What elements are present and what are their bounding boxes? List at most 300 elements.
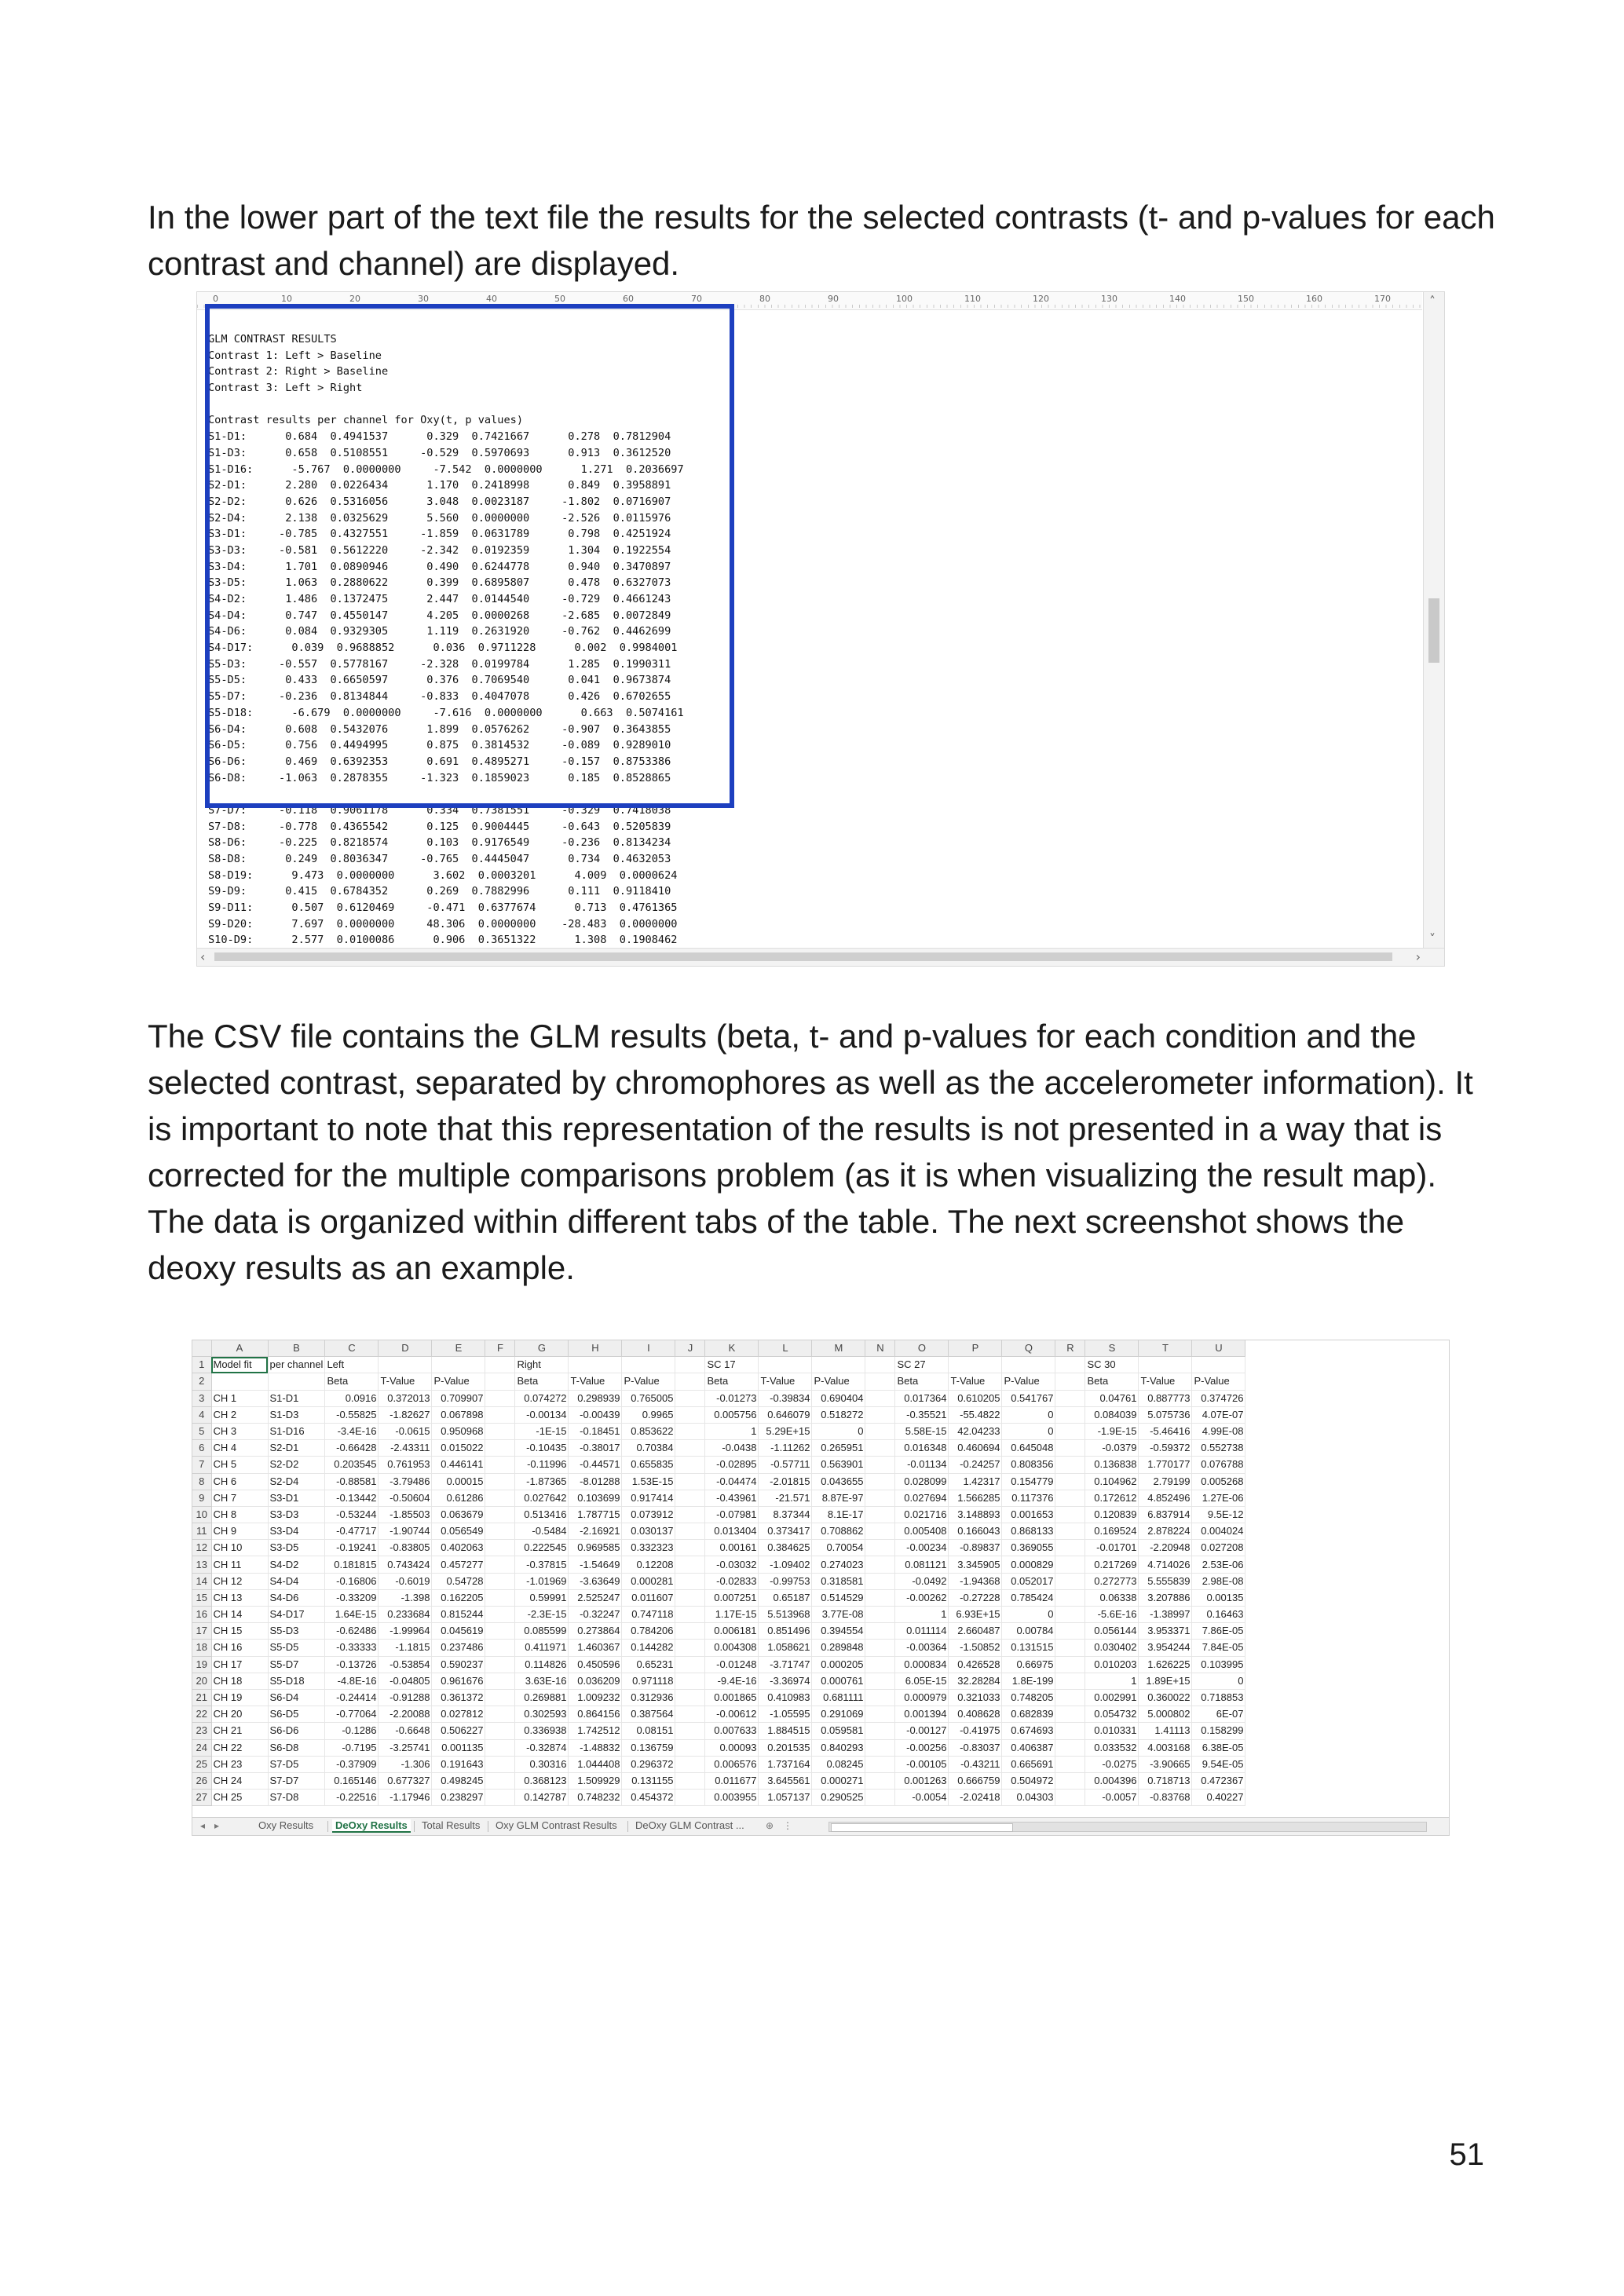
table-cell[interactable]: P-Value	[622, 1373, 675, 1390]
table-cell[interactable]: 0.08245	[812, 1756, 865, 1772]
table-cell[interactable]	[1055, 1406, 1085, 1423]
table-cell[interactable]: 0.004308	[705, 1640, 759, 1656]
table-cell[interactable]: 1.058621	[759, 1640, 812, 1656]
table-cell[interactable]: S4-D6	[268, 1589, 325, 1606]
table-cell[interactable]: 0.302593	[515, 1706, 569, 1723]
table-cell[interactable]: 0.411971	[515, 1640, 569, 1656]
table-cell[interactable]: -0.24257	[949, 1457, 1002, 1473]
table-cell[interactable]: 0.384625	[759, 1540, 812, 1556]
table-cell[interactable]: 0.16463	[1192, 1607, 1245, 1623]
table-cell[interactable]: 0.9965	[622, 1406, 675, 1423]
table-cell[interactable]: CH 23	[211, 1756, 268, 1772]
table-cell[interactable]	[675, 1540, 705, 1556]
table-cell[interactable]	[865, 1490, 895, 1506]
table-cell[interactable]: 8.37344	[759, 1506, 812, 1523]
table-cell[interactable]: 0.784206	[622, 1623, 675, 1640]
table-cell[interactable]	[865, 1706, 895, 1723]
table-cell[interactable]: 0.013404	[705, 1523, 759, 1540]
table-cell[interactable]: 0.273864	[569, 1623, 622, 1640]
table-cell[interactable]: 7.84E-05	[1192, 1640, 1245, 1656]
table-cell[interactable]	[1055, 1706, 1085, 1723]
table-cell[interactable]	[485, 1490, 515, 1506]
table-cell[interactable]: CH 21	[211, 1723, 268, 1739]
table-cell[interactable]: 0.868133	[1002, 1523, 1055, 1540]
table-cell[interactable]: 6.05E-15	[895, 1673, 949, 1689]
table-cell[interactable]	[485, 1706, 515, 1723]
table-cell[interactable]: 2.53E-06	[1192, 1556, 1245, 1573]
table-cell[interactable]: 0.563901	[812, 1457, 865, 1473]
table-cell[interactable]: -0.6648	[379, 1723, 432, 1739]
table-cell[interactable]: 0.917414	[622, 1490, 675, 1506]
table-cell[interactable]: -0.00364	[895, 1640, 949, 1656]
table-cell[interactable]: 0.142787	[515, 1790, 569, 1806]
table-cell[interactable]: 0.690404	[812, 1390, 865, 1406]
table-cell[interactable]: 4.714026	[1139, 1556, 1192, 1573]
table-cell[interactable]: 0.718713	[1139, 1772, 1192, 1789]
table-cell[interactable]: 0.360022	[1139, 1689, 1192, 1706]
row-header[interactable]: 15	[192, 1589, 211, 1606]
table-cell[interactable]: 0.961676	[432, 1673, 485, 1689]
table-cell[interactable]: CH 10	[211, 1540, 268, 1556]
table-cell[interactable]	[865, 1623, 895, 1640]
table-cell[interactable]: 0.00015	[432, 1473, 485, 1490]
table-cell[interactable]	[865, 1723, 895, 1739]
table-cell[interactable]: 3.148893	[949, 1506, 1002, 1523]
table-cell[interactable]: P-Value	[1002, 1373, 1055, 1390]
table-cell[interactable]: -1.306	[379, 1756, 432, 1772]
table-cell[interactable]	[675, 1357, 705, 1373]
add-sheet-icon[interactable]: ⊕	[766, 1820, 774, 1831]
table-cell[interactable]: 0.460694	[949, 1440, 1002, 1457]
table-cell[interactable]: SC 27	[895, 1357, 949, 1373]
row-header[interactable]: 7	[192, 1457, 211, 1473]
table-cell[interactable]: S3-D4	[268, 1523, 325, 1540]
table-cell[interactable]: 1.626225	[1139, 1656, 1192, 1673]
table-cell[interactable]: -0.32247	[569, 1607, 622, 1623]
scroll-up-icon[interactable]: ˄	[1429, 294, 1436, 309]
table-cell[interactable]: -2.3E-15	[515, 1607, 569, 1623]
table-cell[interactable]	[432, 1357, 485, 1373]
table-cell[interactable]: 0.217269	[1085, 1556, 1139, 1573]
table-cell[interactable]: 0.610205	[949, 1390, 1002, 1406]
table-cell[interactable]: S3-D1	[268, 1490, 325, 1506]
table-cell[interactable]: 0.840293	[812, 1739, 865, 1756]
table-cell[interactable]	[1055, 1772, 1085, 1789]
table-cell[interactable]: CH 1	[211, 1390, 268, 1406]
table-cell[interactable]: -0.57711	[759, 1457, 812, 1473]
table-cell[interactable]: P-Value	[1192, 1373, 1245, 1390]
table-cell[interactable]: -0.91288	[379, 1689, 432, 1706]
table-cell[interactable]: 0.154779	[1002, 1473, 1055, 1490]
table-cell[interactable]: 0.165146	[325, 1772, 379, 1789]
table-cell[interactable]: -0.18451	[569, 1423, 622, 1439]
table-cell[interactable]: Beta	[1085, 1373, 1139, 1390]
table-cell[interactable]	[1055, 1523, 1085, 1540]
table-cell[interactable]: S4-D4	[268, 1573, 325, 1589]
table-cell[interactable]: 6E-07	[1192, 1706, 1245, 1723]
table-cell[interactable]: -0.43961	[705, 1490, 759, 1506]
table-cell[interactable]: 8.1E-17	[812, 1506, 865, 1523]
table-cell[interactable]: CH 22	[211, 1739, 268, 1756]
table-cell[interactable]	[485, 1423, 515, 1439]
table-cell[interactable]	[675, 1423, 705, 1439]
table-cell[interactable]	[622, 1357, 675, 1373]
table-cell[interactable]	[865, 1656, 895, 1673]
table-cell[interactable]: 0.851496	[759, 1623, 812, 1640]
vertical-scrollbar[interactable]	[1423, 292, 1444, 948]
table-cell[interactable]: 0.681111	[812, 1689, 865, 1706]
table-cell[interactable]	[1055, 1506, 1085, 1523]
sheet-tab[interactable]: DeOxy Results	[332, 1819, 411, 1833]
table-cell[interactable]: 0.498245	[432, 1772, 485, 1789]
table-cell[interactable]: 2.98E-08	[1192, 1573, 1245, 1589]
table-cell[interactable]: -0.10435	[515, 1440, 569, 1457]
table-cell[interactable]: 0.015022	[432, 1440, 485, 1457]
table-cell[interactable]: -1.82627	[379, 1406, 432, 1423]
table-cell[interactable]	[865, 1523, 895, 1540]
table-cell[interactable]: -2.02418	[949, 1790, 1002, 1806]
row-header[interactable]: 16	[192, 1607, 211, 1623]
table-cell[interactable]: Beta	[895, 1373, 949, 1390]
table-cell[interactable]: S3-D5	[268, 1540, 325, 1556]
table-cell[interactable]: -2.16921	[569, 1523, 622, 1540]
row-header[interactable]: 24	[192, 1739, 211, 1756]
table-cell[interactable]: CH 19	[211, 1689, 268, 1706]
table-cell[interactable]: 0.06338	[1085, 1589, 1139, 1606]
table-cell[interactable]: CH 18	[211, 1673, 268, 1689]
table-cell[interactable]: 0.000761	[812, 1673, 865, 1689]
table-cell[interactable]: P-Value	[432, 1373, 485, 1390]
table-cell[interactable]: 0.54728	[432, 1573, 485, 1589]
column-header[interactable]: I	[622, 1340, 675, 1357]
table-cell[interactable]: -0.00256	[895, 1739, 949, 1756]
table-cell[interactable]: 1.884515	[759, 1723, 812, 1739]
table-cell[interactable]: CH 7	[211, 1490, 268, 1506]
table-cell[interactable]: -0.00105	[895, 1756, 949, 1772]
table-cell[interactable]	[1055, 1373, 1085, 1390]
table-cell[interactable]: 0.036209	[569, 1673, 622, 1689]
table-cell[interactable]: -0.03032	[705, 1556, 759, 1573]
table-cell[interactable]: -0.33333	[325, 1640, 379, 1656]
table-cell[interactable]: 1.770177	[1139, 1457, 1192, 1473]
table-cell[interactable]	[1055, 1540, 1085, 1556]
row-header[interactable]: 13	[192, 1556, 211, 1573]
table-cell[interactable]	[675, 1573, 705, 1589]
table-cell[interactable]	[865, 1540, 895, 1556]
table-cell[interactable]: 0.406387	[1002, 1739, 1055, 1756]
table-cell[interactable]: -0.00262	[895, 1589, 949, 1606]
table-cell[interactable]	[865, 1556, 895, 1573]
table-cell[interactable]: 0.70384	[622, 1440, 675, 1457]
table-cell[interactable]: -0.33209	[325, 1589, 379, 1606]
table-cell[interactable]: 0.136759	[622, 1739, 675, 1756]
table-cell[interactable]: -0.37815	[515, 1556, 569, 1573]
table-cell[interactable]	[1055, 1790, 1085, 1806]
table-cell[interactable]	[675, 1656, 705, 1673]
table-cell[interactable]	[675, 1623, 705, 1640]
table-cell[interactable]	[865, 1390, 895, 1406]
table-cell[interactable]: CH 8	[211, 1506, 268, 1523]
table-cell[interactable]	[485, 1406, 515, 1423]
table-cell[interactable]	[675, 1556, 705, 1573]
table-cell[interactable]: 0.237486	[432, 1640, 485, 1656]
table-cell[interactable]: -0.35521	[895, 1406, 949, 1423]
table-cell[interactable]	[1055, 1756, 1085, 1772]
table-cell[interactable]: -2.20948	[1139, 1540, 1192, 1556]
horizontal-scrollbar[interactable]	[197, 948, 1444, 966]
table-cell[interactable]: -0.00134	[515, 1406, 569, 1423]
table-cell[interactable]: -0.01701	[1085, 1540, 1139, 1556]
table-cell[interactable]: 0.067898	[432, 1406, 485, 1423]
table-cell[interactable]	[485, 1689, 515, 1706]
column-header[interactable]: A	[211, 1340, 268, 1357]
table-cell[interactable]	[865, 1373, 895, 1390]
table-cell[interactable]: 3.63E-16	[515, 1673, 569, 1689]
table-cell[interactable]: T-Value	[949, 1373, 1002, 1390]
table-cell[interactable]: 0.003955	[705, 1790, 759, 1806]
table-cell[interactable]: 3.954244	[1139, 1640, 1192, 1656]
table-cell[interactable]: -1.90744	[379, 1523, 432, 1540]
table-cell[interactable]	[485, 1506, 515, 1523]
table-cell[interactable]	[485, 1373, 515, 1390]
table-cell[interactable]: 3.953371	[1139, 1623, 1192, 1640]
table-cell[interactable]: -1.398	[379, 1589, 432, 1606]
scroll-left-icon[interactable]: ‹	[200, 949, 206, 964]
table-cell[interactable]: 0.201535	[759, 1739, 812, 1756]
table-cell[interactable]	[675, 1457, 705, 1473]
sheet-tab[interactable]: DeOxy GLM Contrast ...	[635, 1819, 744, 1831]
table-cell[interactable]: 0.645048	[1002, 1440, 1055, 1457]
table-cell[interactable]: -1E-15	[515, 1423, 569, 1439]
table-cell[interactable]: SC 30	[1085, 1357, 1139, 1373]
table-cell[interactable]: Right	[515, 1357, 569, 1373]
table-cell[interactable]	[379, 1357, 432, 1373]
table-cell[interactable]: CH 12	[211, 1573, 268, 1589]
table-cell[interactable]	[675, 1506, 705, 1523]
table-cell[interactable]	[1139, 1357, 1192, 1373]
table-cell[interactable]	[569, 1357, 622, 1373]
table-cell[interactable]: 1.42317	[949, 1473, 1002, 1490]
table-cell[interactable]: -0.0275	[1085, 1756, 1139, 1772]
table-cell[interactable]: S5-D3	[268, 1623, 325, 1640]
table-cell[interactable]	[865, 1473, 895, 1490]
table-cell[interactable]: 0.030402	[1085, 1640, 1139, 1656]
table-cell[interactable]: -1.01969	[515, 1573, 569, 1589]
table-cell[interactable]: 2.878224	[1139, 1523, 1192, 1540]
table-cell[interactable]: 0.296372	[622, 1756, 675, 1772]
table-cell[interactable]: -1.9E-15	[1085, 1423, 1139, 1439]
table-cell[interactable]: 0.765005	[622, 1390, 675, 1406]
table-cell[interactable]: Beta	[515, 1373, 569, 1390]
table-cell[interactable]	[485, 1589, 515, 1606]
table-cell[interactable]: S5-D18	[268, 1673, 325, 1689]
table-cell[interactable]: 2.525247	[569, 1589, 622, 1606]
table-cell[interactable]	[675, 1390, 705, 1406]
table-cell[interactable]: -0.89837	[949, 1540, 1002, 1556]
column-header[interactable]: R	[1055, 1340, 1085, 1357]
table-cell[interactable]: 9.5E-12	[1192, 1506, 1245, 1523]
table-cell[interactable]: S2-D1	[268, 1440, 325, 1457]
table-cell[interactable]: 1.89E+15	[1139, 1673, 1192, 1689]
table-cell[interactable]	[1055, 1457, 1085, 1473]
table-cell[interactable]	[675, 1490, 705, 1506]
table-cell[interactable]	[1055, 1589, 1085, 1606]
table-cell[interactable]: -0.50604	[379, 1490, 432, 1506]
scroll-thumb[interactable]	[214, 952, 1392, 961]
table-cell[interactable]: 0.233684	[379, 1607, 432, 1623]
row-header[interactable]: 19	[192, 1656, 211, 1673]
table-cell[interactable]: -1.50852	[949, 1640, 1002, 1656]
table-cell[interactable]: 0	[1002, 1607, 1055, 1623]
table-cell[interactable]	[485, 1607, 515, 1623]
table-cell[interactable]	[675, 1706, 705, 1723]
table-cell[interactable]: SC 17	[705, 1357, 759, 1373]
table-cell[interactable]: 0.001263	[895, 1772, 949, 1789]
table-cell[interactable]: 0.298939	[569, 1390, 622, 1406]
table-cell[interactable]: 9.54E-05	[1192, 1756, 1245, 1772]
row-header[interactable]: 20	[192, 1673, 211, 1689]
table-cell[interactable]: -0.16806	[325, 1573, 379, 1589]
table-cell[interactable]: 0.408628	[949, 1706, 1002, 1723]
table-cell[interactable]: -0.00127	[895, 1723, 949, 1739]
table-cell[interactable]: 1.460367	[569, 1640, 622, 1656]
table-cell[interactable]: 0.074272	[515, 1390, 569, 1406]
table-cell[interactable]: 0.000829	[1002, 1556, 1055, 1573]
sheet-tab[interactable]: Total Results	[422, 1819, 481, 1831]
table-cell[interactable]: -4.8E-16	[325, 1673, 379, 1689]
table-cell[interactable]: 0.65187	[759, 1589, 812, 1606]
table-cell[interactable]: 0.853622	[622, 1423, 675, 1439]
table-cell[interactable]: 32.28284	[949, 1673, 1002, 1689]
table-cell[interactable]	[211, 1373, 268, 1390]
table-cell[interactable]: 0.65231	[622, 1656, 675, 1673]
table-cell[interactable]: 0.027642	[515, 1490, 569, 1506]
table-cell[interactable]: -0.22516	[325, 1790, 379, 1806]
table-cell[interactable]: -1.05595	[759, 1706, 812, 1723]
scroll-down-icon[interactable]: ˅	[1429, 931, 1436, 946]
table-cell[interactable]: 0.005408	[895, 1523, 949, 1540]
table-cell[interactable]: 0	[1002, 1406, 1055, 1423]
table-cell[interactable]	[1055, 1440, 1085, 1457]
table-cell[interactable]: 4.003168	[1139, 1739, 1192, 1756]
column-header[interactable]: T	[1139, 1340, 1192, 1357]
table-cell[interactable]	[268, 1373, 325, 1390]
table-cell[interactable]: -1.11262	[759, 1440, 812, 1457]
table-cell[interactable]: -0.24414	[325, 1689, 379, 1706]
table-cell[interactable]: -3.4E-16	[325, 1423, 379, 1439]
table-cell[interactable]	[865, 1756, 895, 1772]
table-cell[interactable]: -0.0492	[895, 1573, 949, 1589]
table-cell[interactable]: 6.38E-05	[1192, 1739, 1245, 1756]
table-cell[interactable]: CH 25	[211, 1790, 268, 1806]
table-cell[interactable]: -2.01815	[759, 1473, 812, 1490]
table-cell[interactable]: 0.073912	[622, 1506, 675, 1523]
column-header[interactable]: Q	[1002, 1340, 1055, 1357]
table-cell[interactable]: 0.027812	[432, 1706, 485, 1723]
table-cell[interactable]: CH 11	[211, 1556, 268, 1573]
table-cell[interactable]: T-Value	[569, 1373, 622, 1390]
table-cell[interactable]	[485, 1623, 515, 1640]
table-cell[interactable]: 1.53E-15	[622, 1473, 675, 1490]
table-cell[interactable]: -0.11996	[515, 1457, 569, 1473]
table-cell[interactable]	[675, 1689, 705, 1706]
table-cell[interactable]: -3.79486	[379, 1473, 432, 1490]
table-cell[interactable]: 0.00784	[1002, 1623, 1055, 1640]
table-cell[interactable]: 0.005756	[705, 1406, 759, 1423]
table-cell[interactable]: -0.39834	[759, 1390, 812, 1406]
table-cell[interactable]	[485, 1573, 515, 1589]
table-cell[interactable]: 3.207886	[1139, 1589, 1192, 1606]
table-cell[interactable]: -8.01288	[569, 1473, 622, 1490]
table-cell[interactable]: 0.004396	[1085, 1772, 1139, 1789]
table-cell[interactable]: 0.30316	[515, 1756, 569, 1772]
table-cell[interactable]	[485, 1540, 515, 1556]
table-cell[interactable]: S1-D3	[268, 1406, 325, 1423]
table-cell[interactable]: 0.001394	[895, 1706, 949, 1723]
table-cell[interactable]: S1-D16	[268, 1423, 325, 1439]
table-cell[interactable]: -0.04805	[379, 1673, 432, 1689]
table-cell[interactable]: 0.374726	[1192, 1390, 1245, 1406]
table-cell[interactable]: T-Value	[379, 1373, 432, 1390]
table-cell[interactable]: 0.372013	[379, 1390, 432, 1406]
row-header[interactable]: 9	[192, 1490, 211, 1506]
table-cell[interactable]: 0.61286	[432, 1490, 485, 1506]
table-cell[interactable]: 0.387564	[622, 1706, 675, 1723]
table-cell[interactable]: 0.718853	[1192, 1689, 1245, 1706]
table-cell[interactable]: 4.07E-07	[1192, 1406, 1245, 1423]
table-cell[interactable]: 0.002991	[1085, 1689, 1139, 1706]
table-cell[interactable]: 1.27E-06	[1192, 1490, 1245, 1506]
table-cell[interactable]: 0.045619	[432, 1623, 485, 1640]
table-cell[interactable]: -1.09402	[759, 1556, 812, 1573]
table-cell[interactable]: 0.103995	[1192, 1656, 1245, 1673]
table-cell[interactable]: Left	[325, 1357, 379, 1373]
table-cell[interactable]: -0.43211	[949, 1756, 1002, 1772]
table-cell[interactable]: CH 13	[211, 1589, 268, 1606]
column-header[interactable]: B	[268, 1340, 325, 1357]
table-cell[interactable]	[1055, 1656, 1085, 1673]
table-cell[interactable]: 0.004024	[1192, 1523, 1245, 1540]
row-header[interactable]: 1	[192, 1357, 211, 1373]
table-cell[interactable]: -0.02895	[705, 1457, 759, 1473]
row-header[interactable]: 18	[192, 1640, 211, 1656]
table-cell[interactable]: -0.83037	[949, 1739, 1002, 1756]
table-cell[interactable]	[675, 1739, 705, 1756]
row-header[interactable]: 5	[192, 1423, 211, 1439]
table-cell[interactable]	[1055, 1473, 1085, 1490]
table-cell[interactable]	[485, 1523, 515, 1540]
table-cell[interactable]: 0.076788	[1192, 1457, 1245, 1473]
table-cell[interactable]: 0.006181	[705, 1623, 759, 1640]
table-cell[interactable]: 0.001865	[705, 1689, 759, 1706]
table-cell[interactable]	[865, 1689, 895, 1706]
table-cell[interactable]: 1.044408	[569, 1756, 622, 1772]
table-cell[interactable]: 0.081121	[895, 1556, 949, 1573]
table-cell[interactable]	[485, 1790, 515, 1806]
table-cell[interactable]: 0.454372	[622, 1790, 675, 1806]
table-cell[interactable]: -0.6019	[379, 1573, 432, 1589]
table-cell[interactable]: 0.70054	[812, 1540, 865, 1556]
table-cell[interactable]: 0.166043	[949, 1523, 1002, 1540]
table-cell[interactable]: CH 24	[211, 1772, 268, 1789]
table-cell[interactable]: 3.77E-08	[812, 1607, 865, 1623]
table-cell[interactable]: 0.005268	[1192, 1473, 1245, 1490]
table-cell[interactable]: 0.368123	[515, 1772, 569, 1789]
table-cell[interactable]: S6-D6	[268, 1723, 325, 1739]
table-cell[interactable]: 0.021716	[895, 1506, 949, 1523]
scroll-thumb[interactable]	[1428, 598, 1439, 663]
table-cell[interactable]: 0.000271	[812, 1772, 865, 1789]
